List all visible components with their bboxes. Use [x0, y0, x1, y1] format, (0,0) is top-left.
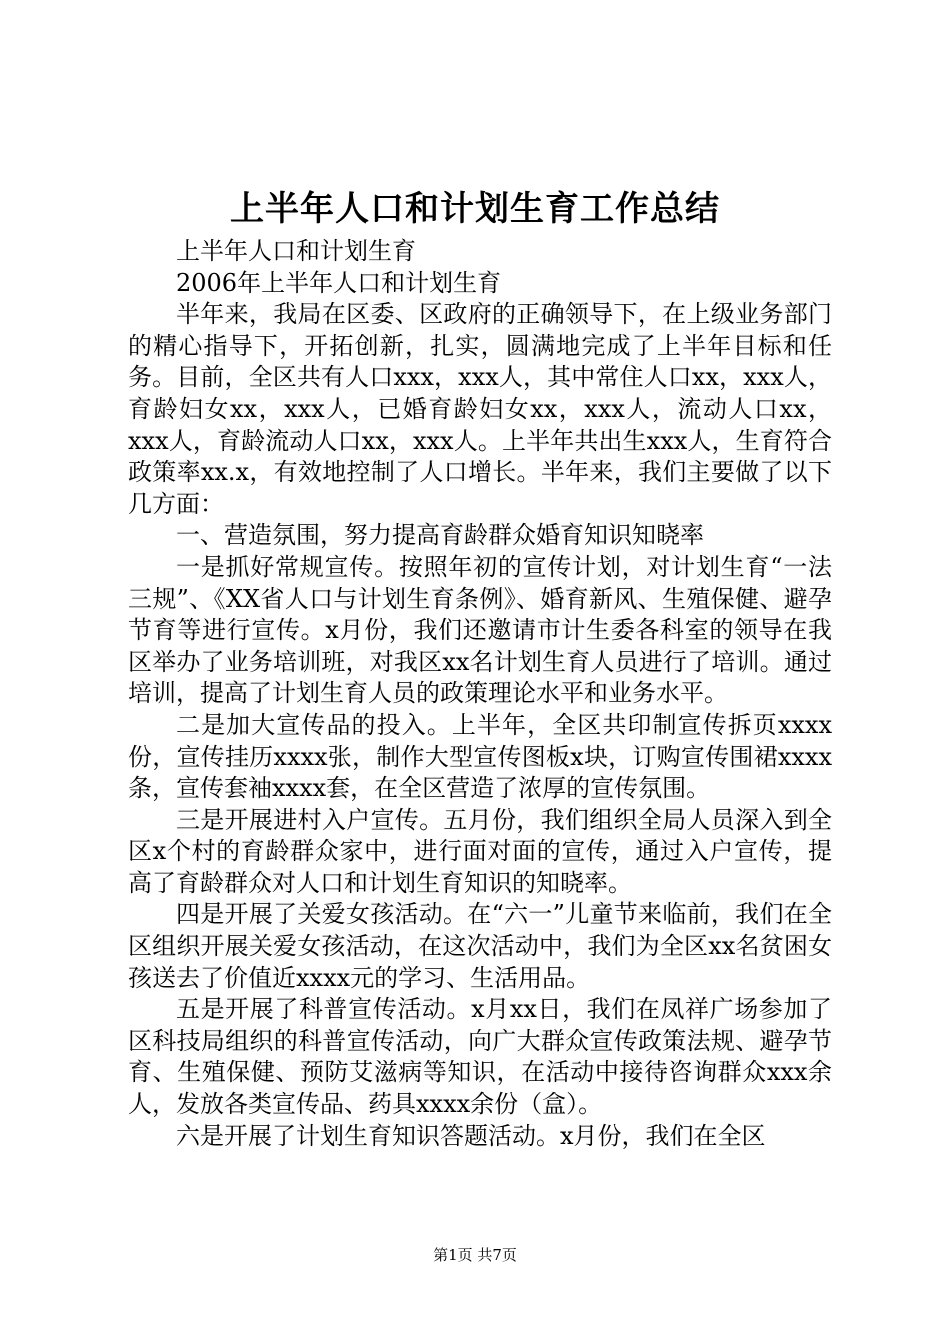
paragraph-item-3: 三是开展进村入户宣传。五月份，我们组织全局人员深入到全区x个村的育龄群众家中，进行面对面的宣传，通过入户宣传，提高了育龄群众对人口和计划生育知识的知晓率。 — [128, 805, 832, 897]
paragraph-item-6: 六是开展了计划生育知识答题活动。x月份，我们在全区 — [176, 1121, 766, 1150]
document-body — [128, 236, 832, 1152]
paragraph-subtitle-2006: 2006年上半年人口和计划生育 — [176, 268, 502, 297]
document-title: 上半年人口和计划生育工作总结 — [230, 189, 720, 229]
paragraph-item-5: 五是开展了科普宣传活动。x月xx日，我们在凤祥广场参加了区科技局组织的科普宣传活动，向广大群众宣传政策法规、避孕节育、生殖保健、预防艾滋病等知识，在活动中接待咨询群众xxx余人，发放各类宣传品、药具xxxx余份（盒）。 — [128, 995, 832, 1119]
paragraph-item-2: 二是加大宣传品的投入。上半年，全区共印制宣传拆页xxxx份，宣传挂历xxxx张，制作大型宣传图板x块，订购宣传围裙xxxx条，宣传套袖xxxx套，在全区营造了浓厚的宣传氛围。 — [128, 710, 832, 803]
paragraph-item-4: 四是开展了关爱女孩活动。在“六一”儿童节来临前，我们在全区组织开展关爱女孩活动，在这次活动中，我们为全区xx名贫困女孩送去了价值近xxxx元的学习、生活用品。 — [128, 900, 832, 992]
paragraph-subtitle: 上半年人口和计划生育 — [176, 237, 416, 265]
page-footer: 第1页 共7页 — [433, 1246, 517, 1264]
paragraph-intro: 半年来，我局在区委、区政府的正确领导下，在上级业务部门的精心指导下，开拓创新，扎实，圆满地完成了上半年目标和任务。目前，全区共有人口xxx，xxx人，其中常住人口xx，xxx人，育龄妇女xx，xxx人，已婚育龄妇女xx，xxx人，流动人口xx，xxx人，育龄流动人口xx，xxx人。上半年共出生xxx人，生育符合政策率xx.x，有效地控制了人口增长。半年来，我们主要做了以下几方面： — [128, 300, 832, 518]
section-heading-1: 一、营造氛围，努力提高育龄群众婚育知识知晓率 — [176, 521, 704, 550]
paragraph-item-1: 一是抓好常规宣传。按照年初的宣传计划，对计划生育“一法三规”、《XX省人口与计划生育条例》、婚育新风、生殖保健、避孕节育等进行宣传。x月份，我们还邀请市计生委各科室的领导在我区举办了业务培训班，对我区xx名计划生育人员进行了培训。通过培训，提高了计划生育人员的政策理论水平和业务水平。 — [128, 552, 832, 708]
